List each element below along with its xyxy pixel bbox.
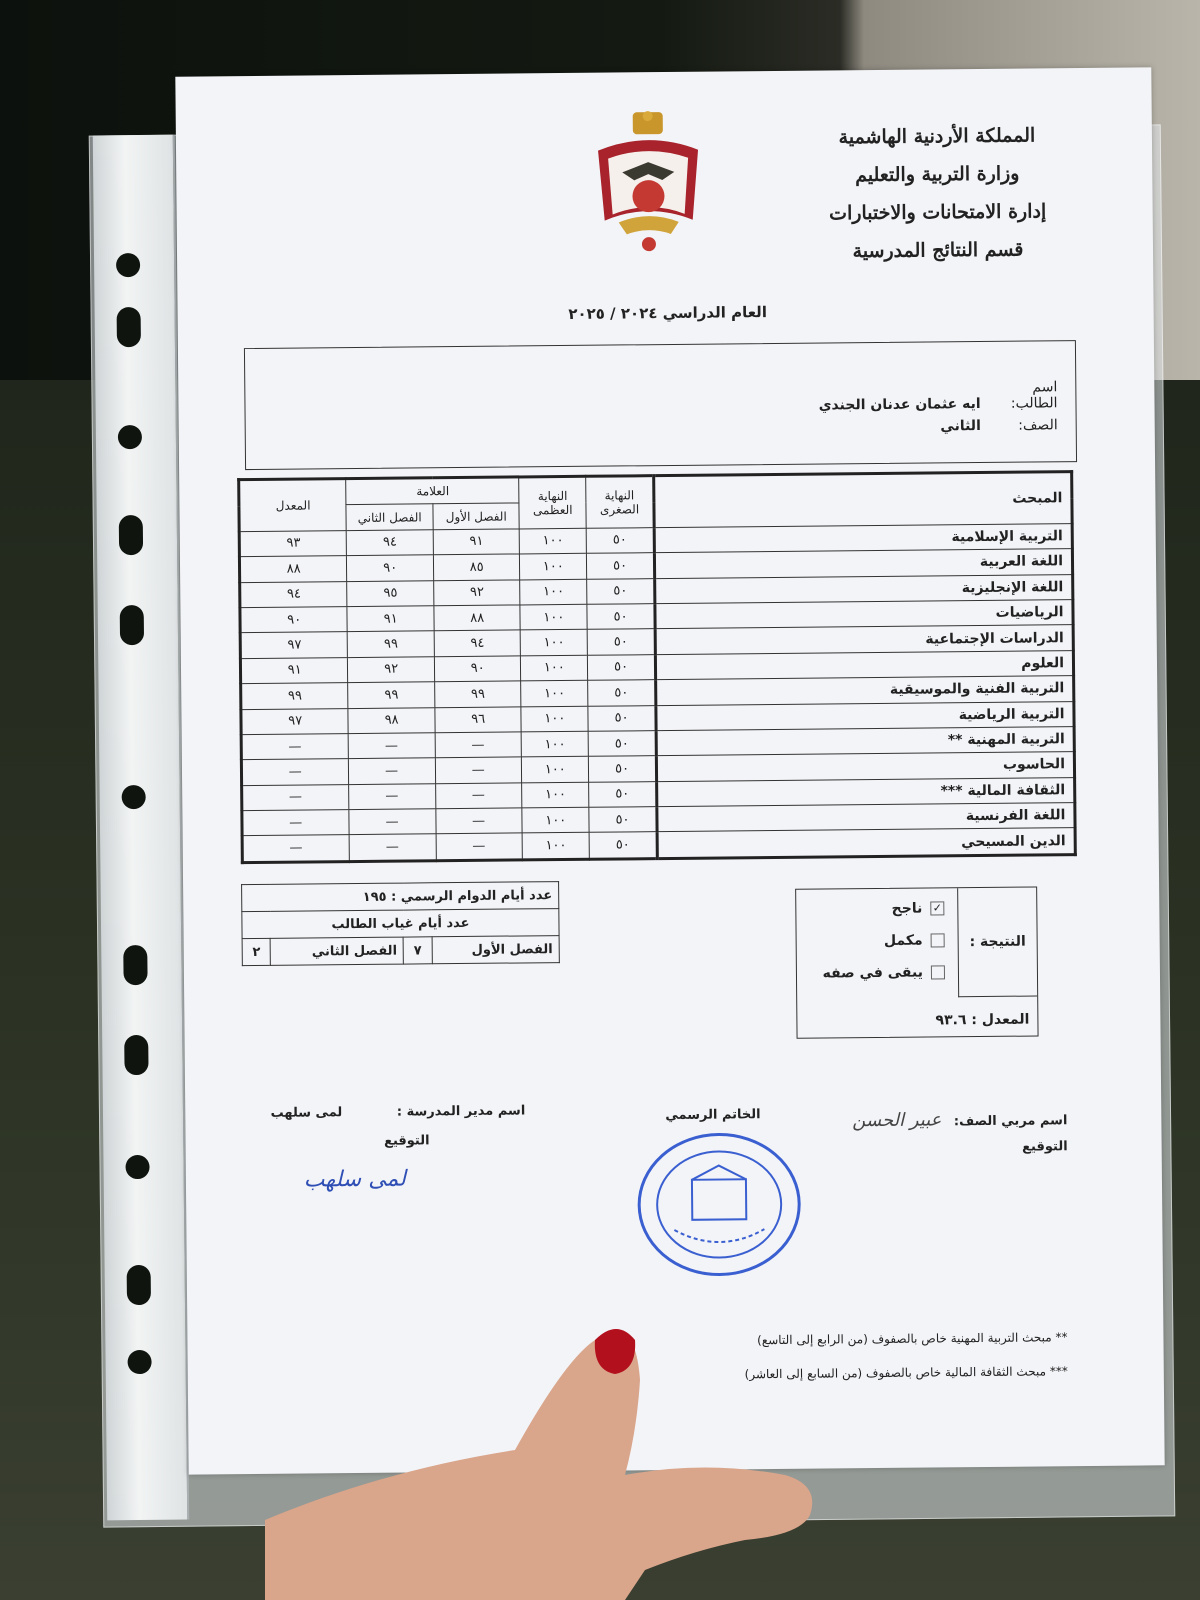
grade-term2: ٩١ xyxy=(347,606,434,632)
ministry-header xyxy=(792,116,1083,271)
grade-max: ١٠٠ xyxy=(521,630,588,656)
school-seal-icon xyxy=(633,1129,804,1281)
grade-subject: الرياضيات xyxy=(655,600,1073,629)
header-department: إدارة الامتحانات والاختبارات xyxy=(829,200,1047,225)
grade-min: ٥٠ xyxy=(588,654,656,680)
header-subject: المبحث xyxy=(654,472,1073,528)
result-option-repeat: يبقى في صفه xyxy=(822,964,945,981)
grade-subject: الدين المسيحي xyxy=(657,828,1075,858)
absence-term2-value: ٢ xyxy=(242,938,271,965)
grade-average: ٩٧ xyxy=(241,708,349,734)
grade-average: — xyxy=(242,835,350,862)
student-info-box xyxy=(244,340,1077,470)
grade-term1: — xyxy=(436,833,523,860)
grade-max: ١٠٠ xyxy=(523,833,590,860)
grade-term2: — xyxy=(349,809,436,835)
grade-term1: ٨٥ xyxy=(433,554,520,580)
grade-max: ١٠٠ xyxy=(520,579,587,605)
header-term2: الفصل الثاني xyxy=(346,504,433,530)
grade-min: ٥٠ xyxy=(587,604,655,630)
result-label: النتيجة : xyxy=(957,887,1037,997)
checkbox-icon xyxy=(931,965,945,979)
grade-max: ١٠٠ xyxy=(520,553,587,579)
grade-subject: التربية المهنية ** xyxy=(656,727,1074,756)
grade-term2: ٩٤ xyxy=(347,530,434,556)
grade-term1: ٩٢ xyxy=(434,579,521,605)
official-days: عدد أيام الدوام الرسمي : ١٩٥ xyxy=(242,882,559,912)
grade-term2: ٩٢ xyxy=(348,656,435,682)
report-card-page xyxy=(175,67,1164,1474)
grade-term2: — xyxy=(349,783,436,809)
student-grade-label: الصف: xyxy=(1018,417,1058,434)
grade-subject: التربية الإسلامية xyxy=(654,523,1072,552)
grade-subject: الحاسوب xyxy=(656,752,1074,781)
header-term1: الفصل الأول xyxy=(433,503,520,529)
student-name: ايه عثمان عدنان الجندي xyxy=(818,396,981,414)
punch-hole xyxy=(120,605,144,645)
grade-min: ٥٠ xyxy=(589,807,657,833)
punch-hole xyxy=(119,515,143,555)
grade-term1: ٩١ xyxy=(433,529,520,555)
grade-max: ١٠٠ xyxy=(520,604,587,630)
grade-average: ٩٣ xyxy=(239,530,347,556)
student-grade: الثاني xyxy=(940,418,981,435)
punch-hole xyxy=(125,1155,149,1179)
grade-average: ٩١ xyxy=(240,657,348,683)
student-name-label: اسم الطالب: xyxy=(1010,379,1058,412)
grade-min: ٥٠ xyxy=(587,629,655,655)
punch-hole xyxy=(116,253,140,277)
punch-hole xyxy=(118,425,142,449)
grade-min: ٥٠ xyxy=(588,731,656,757)
grade-term2: — xyxy=(350,834,437,861)
grade-subject: اللغة العربية xyxy=(654,549,1072,578)
absence-term1-value: ٧ xyxy=(403,937,432,964)
grade-term2: ٩٨ xyxy=(348,707,435,733)
grade-subject: اللغة الفرنسية xyxy=(657,803,1075,832)
principal-name: لمى سلهب xyxy=(270,1105,343,1121)
header-max: النهاية العظمى xyxy=(519,476,586,528)
grades-table xyxy=(237,470,1077,864)
principal-label: اسم مدير المدرسة : xyxy=(396,1103,526,1120)
grade-term1: ٨٨ xyxy=(434,605,521,631)
grade-subject: الثقافة المالية *** xyxy=(657,777,1075,806)
header-kingdom: المملكة الأردنية الهاشمية xyxy=(838,124,1036,149)
grade-min: ٥٠ xyxy=(588,705,656,731)
grade-term2: ٩٩ xyxy=(348,682,435,708)
absence-term2-label: الفصل الثاني xyxy=(270,937,403,965)
header-min: النهاية الصغرى xyxy=(586,476,654,528)
absence-title: عدد أيام غياب الطالب xyxy=(242,909,559,939)
grade-average: ٩٩ xyxy=(241,683,349,709)
grade-min: ٥٠ xyxy=(589,781,657,807)
grade-max: ١٠٠ xyxy=(521,706,588,732)
overall-average: المعدل : ٩٣.٦ xyxy=(935,1011,1030,1029)
principal-handwriting: لمى سلهب xyxy=(303,1166,407,1193)
header-ministry: وزارة التربية والتعليم xyxy=(855,162,1020,187)
grade-subject: العلوم xyxy=(655,650,1073,679)
grade-subject: التربية الرياضية xyxy=(656,701,1074,730)
header-average: المعدل xyxy=(239,479,347,532)
grade-term1: — xyxy=(435,757,522,783)
grade-max: ١٠٠ xyxy=(521,680,588,706)
academic-year: العام الدراسي ٢٠٢٤ / ٢٠٢٥ xyxy=(568,303,767,323)
grade-subject: اللغة الإنجليزية xyxy=(655,574,1073,603)
checkbox-checked-icon: ✓ xyxy=(930,901,944,915)
grade-max: ١٠٠ xyxy=(522,757,589,783)
grade-term2: ٩٠ xyxy=(347,555,434,581)
grade-term2: ٩٥ xyxy=(347,580,434,606)
grade-average: — xyxy=(241,733,349,759)
grade-term1: — xyxy=(436,808,523,834)
punch-hole xyxy=(122,785,146,809)
attendance-table xyxy=(241,881,560,966)
grade-average: — xyxy=(242,784,350,810)
checkbox-icon xyxy=(931,933,945,947)
grade-subject: الدراسات الإجتماعية xyxy=(655,625,1073,654)
grade-min: ٥٠ xyxy=(586,527,654,553)
grade-subject: التربية الفنية والموسيقية xyxy=(656,676,1074,705)
footnote-financial: *** مبحث الثقافة المالية خاص بالصفوف (من السابع إلى العاشر) xyxy=(744,1364,1068,1382)
grade-term1: ٩٠ xyxy=(434,656,521,682)
teacher-name: عبير الحسن xyxy=(852,1109,942,1132)
result-option-pass: ✓ناجح xyxy=(892,900,945,917)
punch-hole xyxy=(123,945,147,985)
grade-term2: ٩٩ xyxy=(348,631,435,657)
result-option-complete: مكمل xyxy=(884,932,945,949)
coat-of-arms-icon xyxy=(588,110,709,261)
header-mark: العلامة xyxy=(346,477,519,505)
grade-min: ٥٠ xyxy=(588,680,656,706)
grade-average: — xyxy=(242,810,350,836)
grade-min: ٥٠ xyxy=(587,578,655,604)
binder-strip xyxy=(93,135,189,1521)
teacher-label: اسم مربي الصف: xyxy=(953,1113,1068,1130)
grade-average: ٨٨ xyxy=(239,556,347,582)
footnote-vocational: ** مبحث التربية المهنية خاص بالصفوف (من الرابع إلى التاسع) xyxy=(757,1330,1068,1348)
punch-hole xyxy=(127,1265,151,1305)
grade-min: ٥٠ xyxy=(589,756,657,782)
grade-min: ٥٠ xyxy=(589,832,657,859)
grade-max: ١٠٠ xyxy=(522,807,589,833)
student-name-row xyxy=(818,379,1057,413)
seal-label: الخاتم الرسمي xyxy=(665,1107,761,1124)
result-box xyxy=(795,886,1038,1038)
punch-hole xyxy=(117,307,141,347)
grade-max: ١٠٠ xyxy=(520,528,587,554)
principal-block xyxy=(255,1103,526,1193)
grade-average: ٩٤ xyxy=(240,581,348,607)
grade-max: ١٠٠ xyxy=(522,782,589,808)
grade-average: — xyxy=(241,759,349,785)
grade-term1: — xyxy=(435,732,522,758)
grade-term1: ٩٦ xyxy=(435,706,522,732)
grade-max: ١٠٠ xyxy=(522,731,589,757)
grade-average: ٩٧ xyxy=(240,632,348,658)
grade-term2: — xyxy=(349,733,436,759)
grade-max: ١٠٠ xyxy=(521,655,588,681)
principal-sign-label: التوقيع xyxy=(383,1133,430,1149)
teacher-block xyxy=(837,1108,1067,1156)
punch-hole xyxy=(124,1035,148,1075)
grade-term1: ٩٩ xyxy=(435,681,522,707)
header-section: قسم النتائج المدرسية xyxy=(852,238,1024,263)
holding-hand-icon xyxy=(265,1300,825,1600)
absence-term1-label: الفصل الأول xyxy=(432,936,560,964)
grade-min: ٥٠ xyxy=(587,553,655,579)
student-grade-row xyxy=(940,417,1057,434)
teacher-sign-label: التوقيع xyxy=(1022,1139,1068,1155)
grade-term1: ٩٤ xyxy=(434,630,521,656)
grade-term2: — xyxy=(349,758,436,784)
grade-average: ٩٠ xyxy=(240,607,348,633)
grade-term1: — xyxy=(436,783,523,809)
punch-hole xyxy=(127,1350,151,1374)
